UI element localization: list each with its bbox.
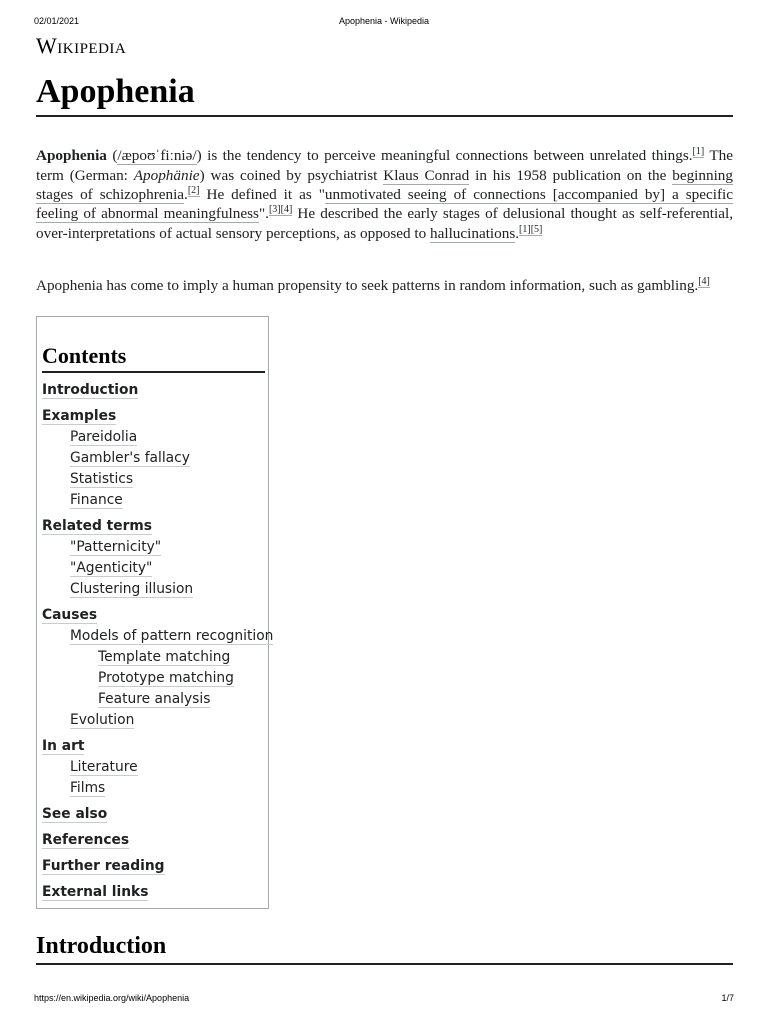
toc-list <box>42 380 274 903</box>
toc-item-label[interactable]: Gambler's fallacy <box>70 450 190 466</box>
toc-item[interactable] <box>42 490 265 511</box>
toc-item[interactable] <box>42 579 265 600</box>
page-title: Apophenia <box>36 71 733 117</box>
toc-item-label[interactable]: Literature <box>70 759 138 775</box>
toc-item[interactable] <box>42 856 265 877</box>
toc-item[interactable] <box>42 469 265 490</box>
schizophrenia-stages-link[interactable]: beginning stages of schizophrenia <box>36 166 733 203</box>
section-heading-introduction: Introduction <box>36 932 733 965</box>
citation-link[interactable]: [5] <box>530 223 543 235</box>
toc-item[interactable] <box>42 537 265 558</box>
german-term: Apophänie <box>133 166 200 184</box>
toc-item-label[interactable]: See also <box>42 806 108 822</box>
toc-item[interactable] <box>42 406 265 427</box>
toc-item[interactable] <box>42 427 265 448</box>
toc-item[interactable] <box>42 516 265 537</box>
print-footer <box>34 993 734 1007</box>
klaus-conrad-link[interactable]: Klaus Conrad <box>383 166 470 184</box>
citation-link[interactable]: [4] <box>698 276 710 288</box>
toc-item-label[interactable]: Related terms <box>42 518 152 534</box>
table-of-contents <box>36 316 274 909</box>
toc-item-label[interactable]: References <box>42 832 130 848</box>
print-date: 02/01/2021 <box>34 16 80 26</box>
toc-item-label[interactable]: Causes <box>42 607 98 623</box>
toc-item[interactable] <box>42 647 265 668</box>
toc-item-label[interactable]: Further reading <box>42 858 165 874</box>
toc-item-label[interactable]: "Patternicity" <box>70 539 162 555</box>
toc-item-label[interactable]: Films <box>70 780 106 796</box>
toc-item[interactable] <box>42 778 265 799</box>
print-page-number: 1/7 <box>721 993 734 1003</box>
toc-item[interactable] <box>42 626 274 647</box>
toc-item-label[interactable]: Pareidolia <box>70 429 138 445</box>
toc-item[interactable] <box>42 804 265 825</box>
citation-link[interactable]: [1] <box>692 146 705 158</box>
intro-paragraph: Apophenia (/æpoʊˈfiːniə/) is the tendency to perceive meaningful connections between unrelated things.[1] The term (German: Apophänie) was coined by psychiatrist Klaus Conrad in his 1958 publication on the beginning stages of schizophrenia.[2] He defined it as "unmotivated seeing of connections [accompanied by] a specific feeling of abnormal meaningfulness".[3][4] He described the early stages of delusional thought as self-referential, over-interpretations of actual sensory perceptions, as opposed to hallucinations.[1][5] <box>36 146 733 242</box>
toc-item-label[interactable]: Prototype matching <box>98 670 234 686</box>
toc-item-label[interactable]: In art <box>42 738 85 754</box>
second-paragraph: Apophenia has come to imply a human propensity to seek patterns in random information, such as gambling.[4] <box>36 276 710 295</box>
toc-item[interactable] <box>42 830 265 851</box>
citation-link[interactable]: [3] <box>268 204 281 216</box>
wikipedia-wordmark[interactable]: Wikipedia <box>36 33 127 58</box>
toc-item-label[interactable]: Clustering illusion <box>70 581 194 597</box>
ipa-link[interactable]: /æpoʊˈfiːniə/ <box>117 147 197 165</box>
toc-item[interactable] <box>42 668 265 689</box>
hallucinations-link[interactable]: hallucinations <box>430 224 516 242</box>
print-url: https://en.wikipedia.org/wiki/Apophenia <box>34 993 190 1003</box>
article-term: Apophenia <box>36 147 107 165</box>
citation-link[interactable]: [1] <box>519 223 531 235</box>
toc-item[interactable] <box>42 736 265 757</box>
toc-item-label[interactable]: Template matching <box>98 649 231 665</box>
toc-item-label[interactable]: Models of pattern recognition <box>70 628 274 644</box>
print-header <box>34 16 734 30</box>
toc-item[interactable] <box>42 757 265 778</box>
toc-item[interactable] <box>42 882 265 903</box>
quote-link[interactable]: unmotivated seeing of connections [accompanied by] a specific feeling of abnormal meaningfulness <box>36 186 733 223</box>
toc-item[interactable] <box>42 380 265 401</box>
toc-item-label[interactable]: Introduction <box>42 382 139 398</box>
toc-item-label[interactable]: External links <box>42 884 149 900</box>
toc-item[interactable] <box>42 558 265 579</box>
toc-item[interactable] <box>42 710 265 731</box>
toc-item[interactable] <box>42 605 265 626</box>
citation-link[interactable]: [2] <box>187 184 200 196</box>
toc-item-label[interactable]: Feature analysis <box>98 691 211 707</box>
toc-item-label[interactable]: Finance <box>70 492 123 508</box>
toc-item-label[interactable]: Examples <box>42 408 117 424</box>
toc-item-label[interactable]: Statistics <box>70 471 134 487</box>
toc-item-label[interactable]: Evolution <box>70 712 135 728</box>
citation-link[interactable]: [4] <box>280 204 293 216</box>
toc-title: Contents <box>42 343 265 373</box>
toc-item[interactable] <box>42 448 265 469</box>
print-page-title: Apophenia - Wikipedia <box>338 16 430 26</box>
toc-item-label[interactable]: "Agenticity" <box>70 560 153 576</box>
toc-item[interactable] <box>42 689 265 710</box>
